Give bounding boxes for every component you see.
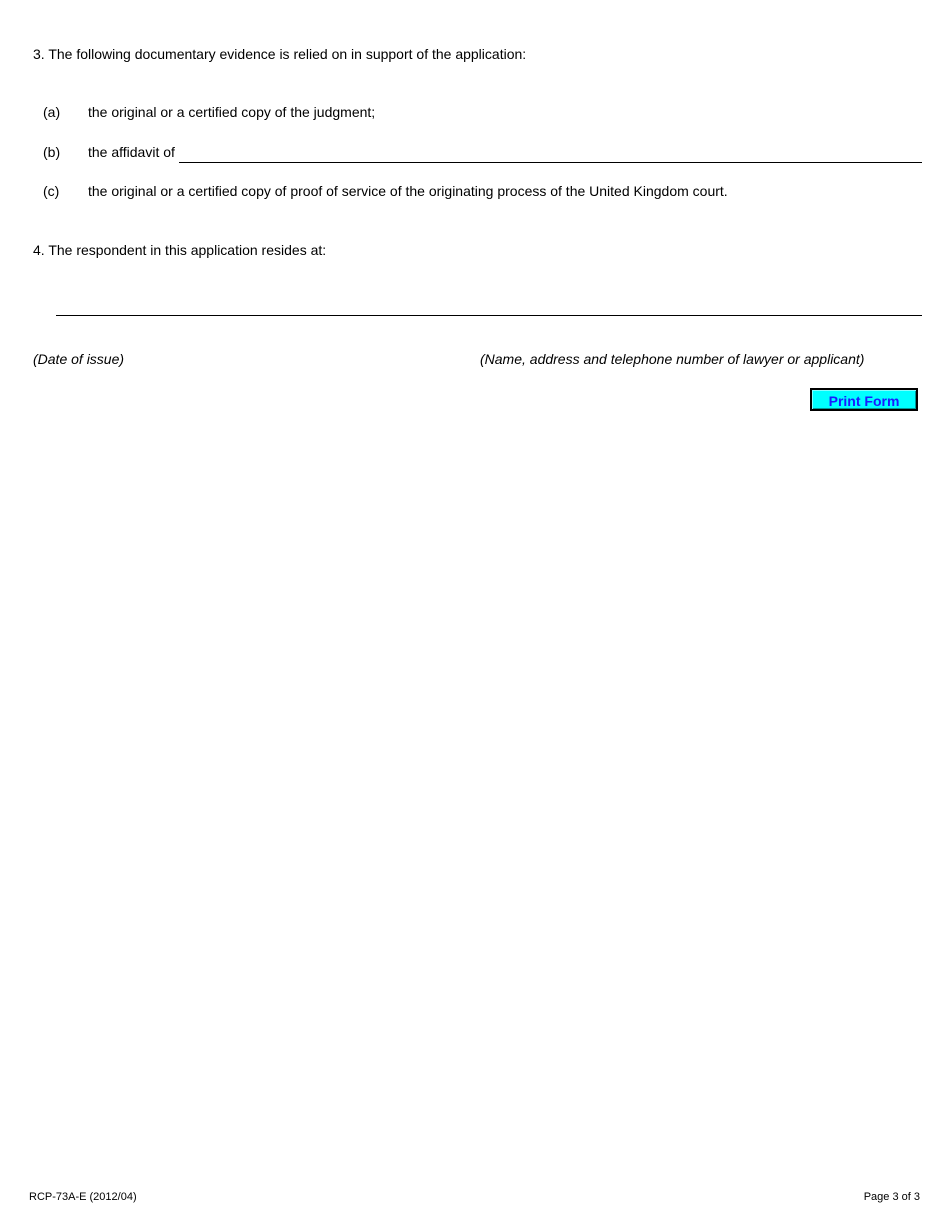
item-a-text: the original or a certified copy of the judgment;	[88, 104, 376, 120]
print-form-button[interactable]: Print Form	[810, 388, 918, 411]
respondent-address-underline	[56, 315, 922, 316]
item-b-marker: (b)	[43, 144, 61, 160]
lawyer-info-label: (Name, address and telephone number of lawyer or applicant)	[480, 351, 865, 367]
item-a-marker: (a)	[43, 104, 61, 120]
item-b-text: the affidavit of	[88, 144, 175, 160]
affidavit-of-underline	[179, 162, 922, 163]
form-code: RCP-73A-E (2012/04)	[29, 1191, 137, 1203]
section-4-heading: 4. The respondent in this application resides at:	[33, 242, 327, 258]
page-number: Page 3 of 3	[863, 1191, 920, 1203]
section-3-heading: 3. The following documentary evidence is relied on in support of the application:	[33, 46, 527, 62]
item-c-text: the original or a certified copy of proof of service of the originating process of the United Kingdom court.	[88, 183, 728, 199]
date-of-issue-label: (Date of issue)	[33, 351, 125, 367]
respondent-address-field[interactable]	[57, 294, 919, 314]
affidavit-of-field[interactable]	[180, 143, 920, 161]
item-c-marker: (c)	[43, 183, 60, 199]
